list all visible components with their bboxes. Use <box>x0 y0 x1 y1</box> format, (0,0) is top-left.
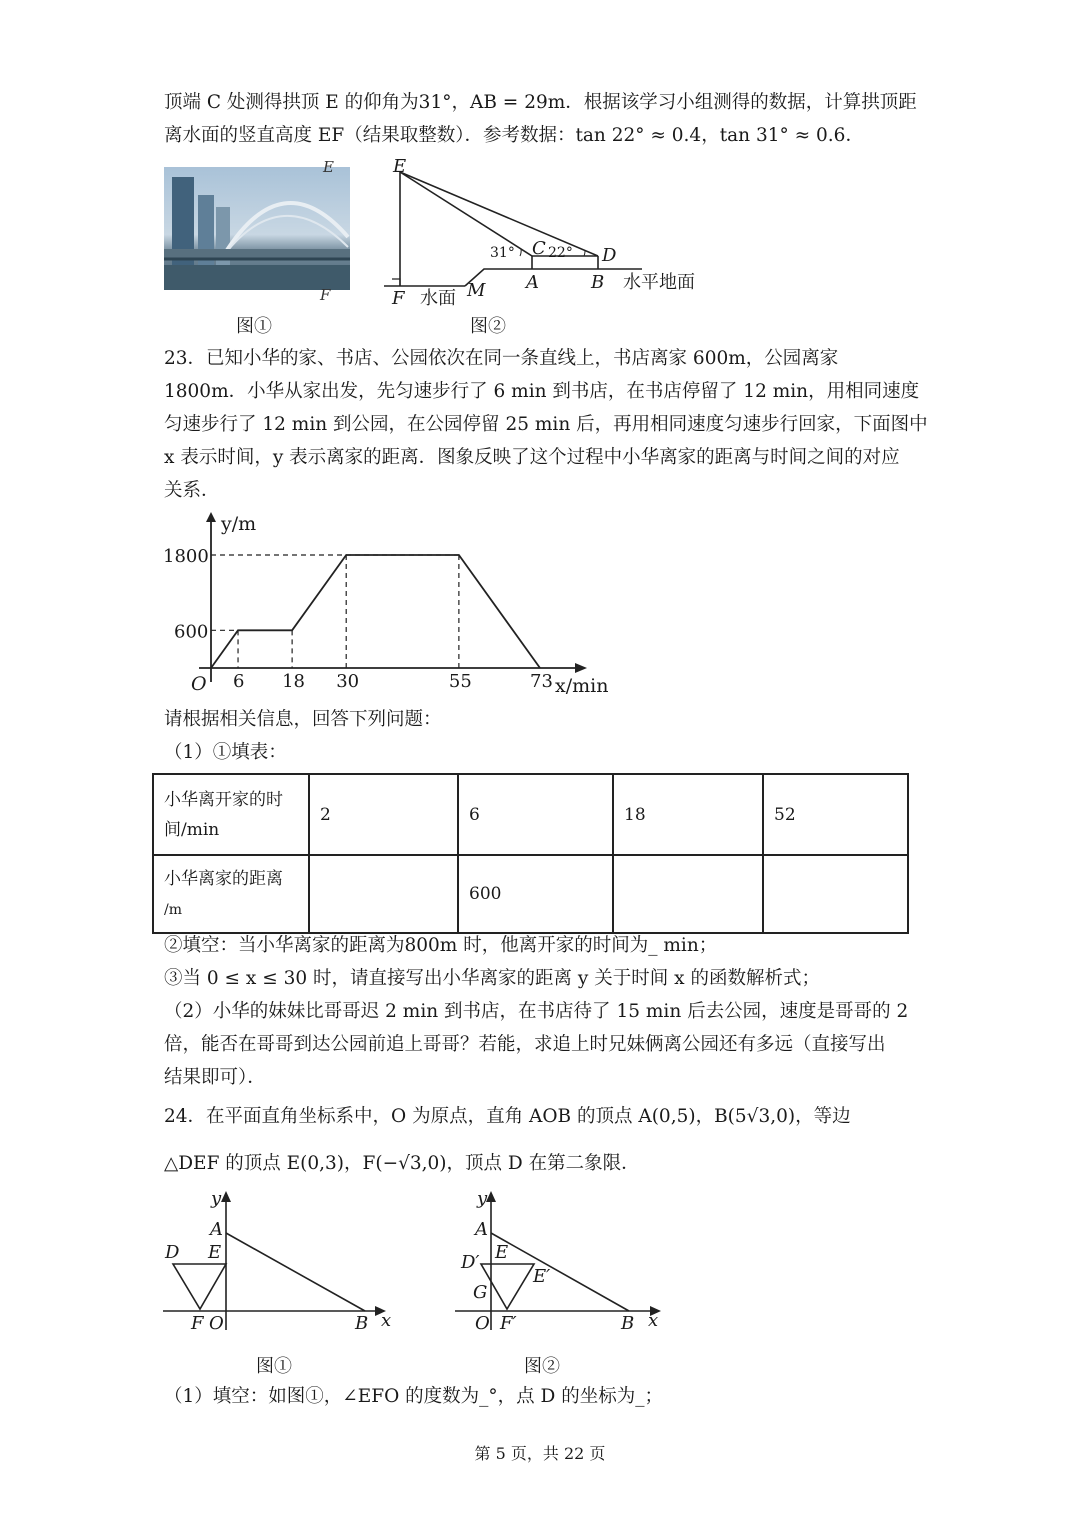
fig2-x-label: x <box>648 1310 659 1331</box>
y-tick-label: 1800 <box>163 546 209 567</box>
line-ed <box>400 172 598 256</box>
fig1-d-label: D <box>165 1242 180 1263</box>
table-header-distance: 小华离家的距离 /m <box>153 855 309 933</box>
q23-line-4: x 表示时间，y 表示离家的距离．图象反映了这个过程中小华离家的距离与时间之间的对应 <box>164 447 900 468</box>
label-d: D <box>602 245 617 266</box>
fig2-g-label: G <box>473 1282 488 1303</box>
x-tick-label: 55 <box>448 671 472 692</box>
table-cell: 6 <box>458 774 613 855</box>
figure-22-caption-1: 图① <box>236 316 272 337</box>
q23-part2-line-2: 倍，能否在哥哥到达公园前追上哥哥？若能，求追上时兄妹俩离公园还有多远（直接写出 <box>164 1034 886 1055</box>
label-e: E <box>393 156 407 177</box>
q23-blank-2: ②填空：当小华离家的距离为800m 时，他离开家的时间为_ min； <box>164 935 718 956</box>
q23-line-1: 23．已知小华的家、书店、公园依次在同一条直线上，书店离家 600m，公园离家 <box>164 348 839 369</box>
table-cell: 600 <box>458 855 613 933</box>
q23-after-chart: 请根据相关信息，回答下列问题： <box>164 709 442 730</box>
table-cell: 52 <box>763 774 908 855</box>
fig2-o-label: O <box>475 1313 490 1334</box>
q23-line-2: 1800m．小华从家出发，先匀速步行了 6 min 到书店，在书店停留了 12 min，用相同速度 <box>164 381 920 402</box>
fig1-b-label: B <box>355 1313 369 1334</box>
x-tick-label: 30 <box>336 671 360 692</box>
fig1-e-label: E <box>208 1242 222 1263</box>
x-tick-label: 18 <box>282 671 306 692</box>
y-axis-arrow <box>206 512 216 522</box>
angle-22-label: 22° <box>548 245 573 261</box>
table-cell: 2 <box>309 774 458 855</box>
y-axis-label: y/m <box>221 513 257 535</box>
table-cell-input[interactable] <box>613 855 763 933</box>
q23-part2-line-1: （2）小华的妹妹比哥哥迟 2 min 到书店，在书店待了 15 min 后去公园，速度是哥哥的 2 <box>164 1001 909 1022</box>
fig1-f-label: F <box>191 1313 204 1334</box>
x-axis-arrow <box>575 663 587 673</box>
photo-label-f: F <box>320 286 331 304</box>
series-line <box>211 555 540 668</box>
q23-line-5: 关系． <box>164 480 220 501</box>
label-f: F <box>392 288 405 309</box>
q23-part1-title: （1）①填表： <box>164 742 287 763</box>
fig2-a-label: A <box>475 1219 488 1240</box>
distance-time-chart <box>155 510 625 700</box>
table-cell-input[interactable] <box>763 855 908 933</box>
fig2-y-label: y <box>477 1190 488 1209</box>
q24-line-1: 24．在平面直角坐标系中，O 为原点，直角 AOB 的顶点 A(0,5)，B(5√3,0)，等边 <box>164 1106 851 1127</box>
q24-caption-1: 图① <box>256 1356 292 1377</box>
fig2-b-label: B <box>621 1313 635 1334</box>
water-label: 水面 <box>420 288 456 309</box>
x-tick-label: 6 <box>233 671 245 692</box>
bridge-photo <box>164 167 350 290</box>
table-row <box>153 855 908 933</box>
label-b: B <box>591 272 605 293</box>
ground-label: 水平地面 <box>623 272 695 293</box>
table-cell: 18 <box>613 774 763 855</box>
q23-line-3: 匀速步行了 12 min 到公园，在公园停留 25 min 后，再用相同速度匀速步行回家，下面图中 <box>164 414 928 435</box>
intro-line-2: 离水面的竖直高度 EF（结果取整数）．参考数据：tan 22° ≈ 0.4，tan 31° ≈ 0.6． <box>164 125 864 146</box>
angle-31-label: 31° <box>490 245 515 261</box>
label-c: C <box>532 238 546 259</box>
q23-blank-3: ③当 0 ≤ x ≤ 30 时，请直接写出小华离家的距离 y 关于时间 x 的函数解析式； <box>164 968 820 989</box>
page-footer: 第 5 页，共 22 页 <box>474 1444 606 1463</box>
fig2-ep-label: E′ <box>533 1266 551 1287</box>
origin-label: O <box>191 673 207 695</box>
y-tick-label: 600 <box>174 621 209 643</box>
table-header-time: 小华离开家的时 间/min <box>153 774 309 855</box>
q24-part1: （1）填空：如图①，∠EFO 的度数为_°，点 D 的坐标为_； <box>164 1386 664 1407</box>
fig1-a-label: A <box>210 1219 223 1240</box>
figure-22-caption-2: 图② <box>470 316 506 337</box>
intro-line-1: 顶端 C 处测得拱顶 E 的仰角为31°，AB = 29m．根据该学习小组测得的数据，计算拱顶距 <box>164 92 917 113</box>
fig2-dp-label: D′ <box>461 1252 480 1273</box>
fig1-x-label: x <box>381 1310 392 1331</box>
photo-label-e: E <box>323 158 334 176</box>
q24-figure-1 <box>155 1190 405 1340</box>
fig2-fp-label: F′ <box>500 1313 517 1334</box>
fig1-o-label: O <box>209 1313 224 1334</box>
fig2-e-label: E <box>495 1242 509 1263</box>
fig1-y-label: y <box>211 1190 222 1209</box>
fill-in-table <box>152 773 909 934</box>
q24-caption-2: 图② <box>524 1356 560 1377</box>
table-cell-input[interactable] <box>309 855 458 933</box>
bridge-diagram <box>370 150 720 315</box>
table-row <box>153 774 908 855</box>
x-axis-label: x/min <box>555 675 609 697</box>
label-a: A <box>526 272 539 293</box>
q24-figure-2 <box>445 1190 675 1340</box>
label-m: M <box>467 280 486 301</box>
q23-part2-line-3: 结果即可）． <box>164 1067 266 1088</box>
x-tick-label: 73 <box>530 671 553 692</box>
line-ec <box>400 172 532 256</box>
q24-line-2: △DEF 的顶点 E(0,3)，F(−√3,0)，顶点 D 在第二象限． <box>164 1153 640 1174</box>
